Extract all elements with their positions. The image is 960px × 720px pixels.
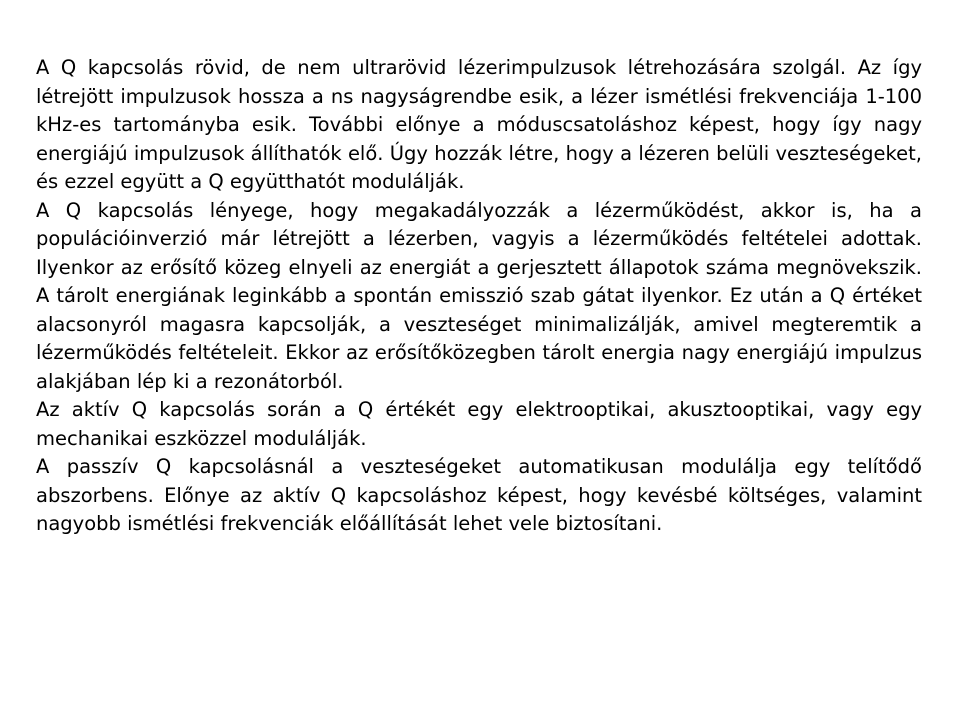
- slide-text-body: [36, 54, 922, 539]
- paragraph-q-switching-intro: A Q kapcsolás rövid, de nem ultrarövid lézerimpulzusok létrehozására szolgál. Az így létrejött impulzusok hossza a ns nagyságrendbe esik, a lézer ismétlési frekvenciája 1-100 kHz-es tartományba esik. További előnye a móduscsatoláshoz képest, hogy így nagy energiájú impulzusok állíthatók elő. Úgy hozzák létre, hogy a lézeren belüli veszteségeket, és ezzel együtt a Q együtthatót modulálják.: [36, 56, 922, 193]
- paragraph-passive-q-switching: A passzív Q kapcsolásnál a veszteségeket automatikusan modulálja egy telítődő abszorbens. Előnye az aktív Q kapcsoláshoz képest, hogy kevésbé költséges, valamint nagyobb ismétlési frekvenciák előállítását lehet vele biztosítani.: [36, 455, 922, 535]
- paragraph-active-q-switching: Az aktív Q kapcsolás során a Q értékét egy elektrooptikai, akusztooptikai, vagy egy mechanikai eszközzel modulálják.: [36, 398, 922, 450]
- paragraph-q-switching-principle: A Q kapcsolás lényege, hogy megakadályozzák a lézerműködést, akkor is, ha a populációinverzió már létrejött a lézerben, vagyis a lézerműködés feltételei adottak. Ilyenkor az erősítő közeg elnyeli az energiát a gerjesztett állapotok száma megnövekszik. A tárolt energiának leginkább a spontán emisszió szab gátat ilyenkor. Ez után a Q értéket alacsonyról magasra kapcsolják, a veszteséget minimalizálják, amivel megteremtik a lézerműködés feltételeit. Ekkor az erősítőközegben tárolt energia nagy energiájú impulzus alakjában lép ki a rezonátorból.: [36, 198, 922, 393]
